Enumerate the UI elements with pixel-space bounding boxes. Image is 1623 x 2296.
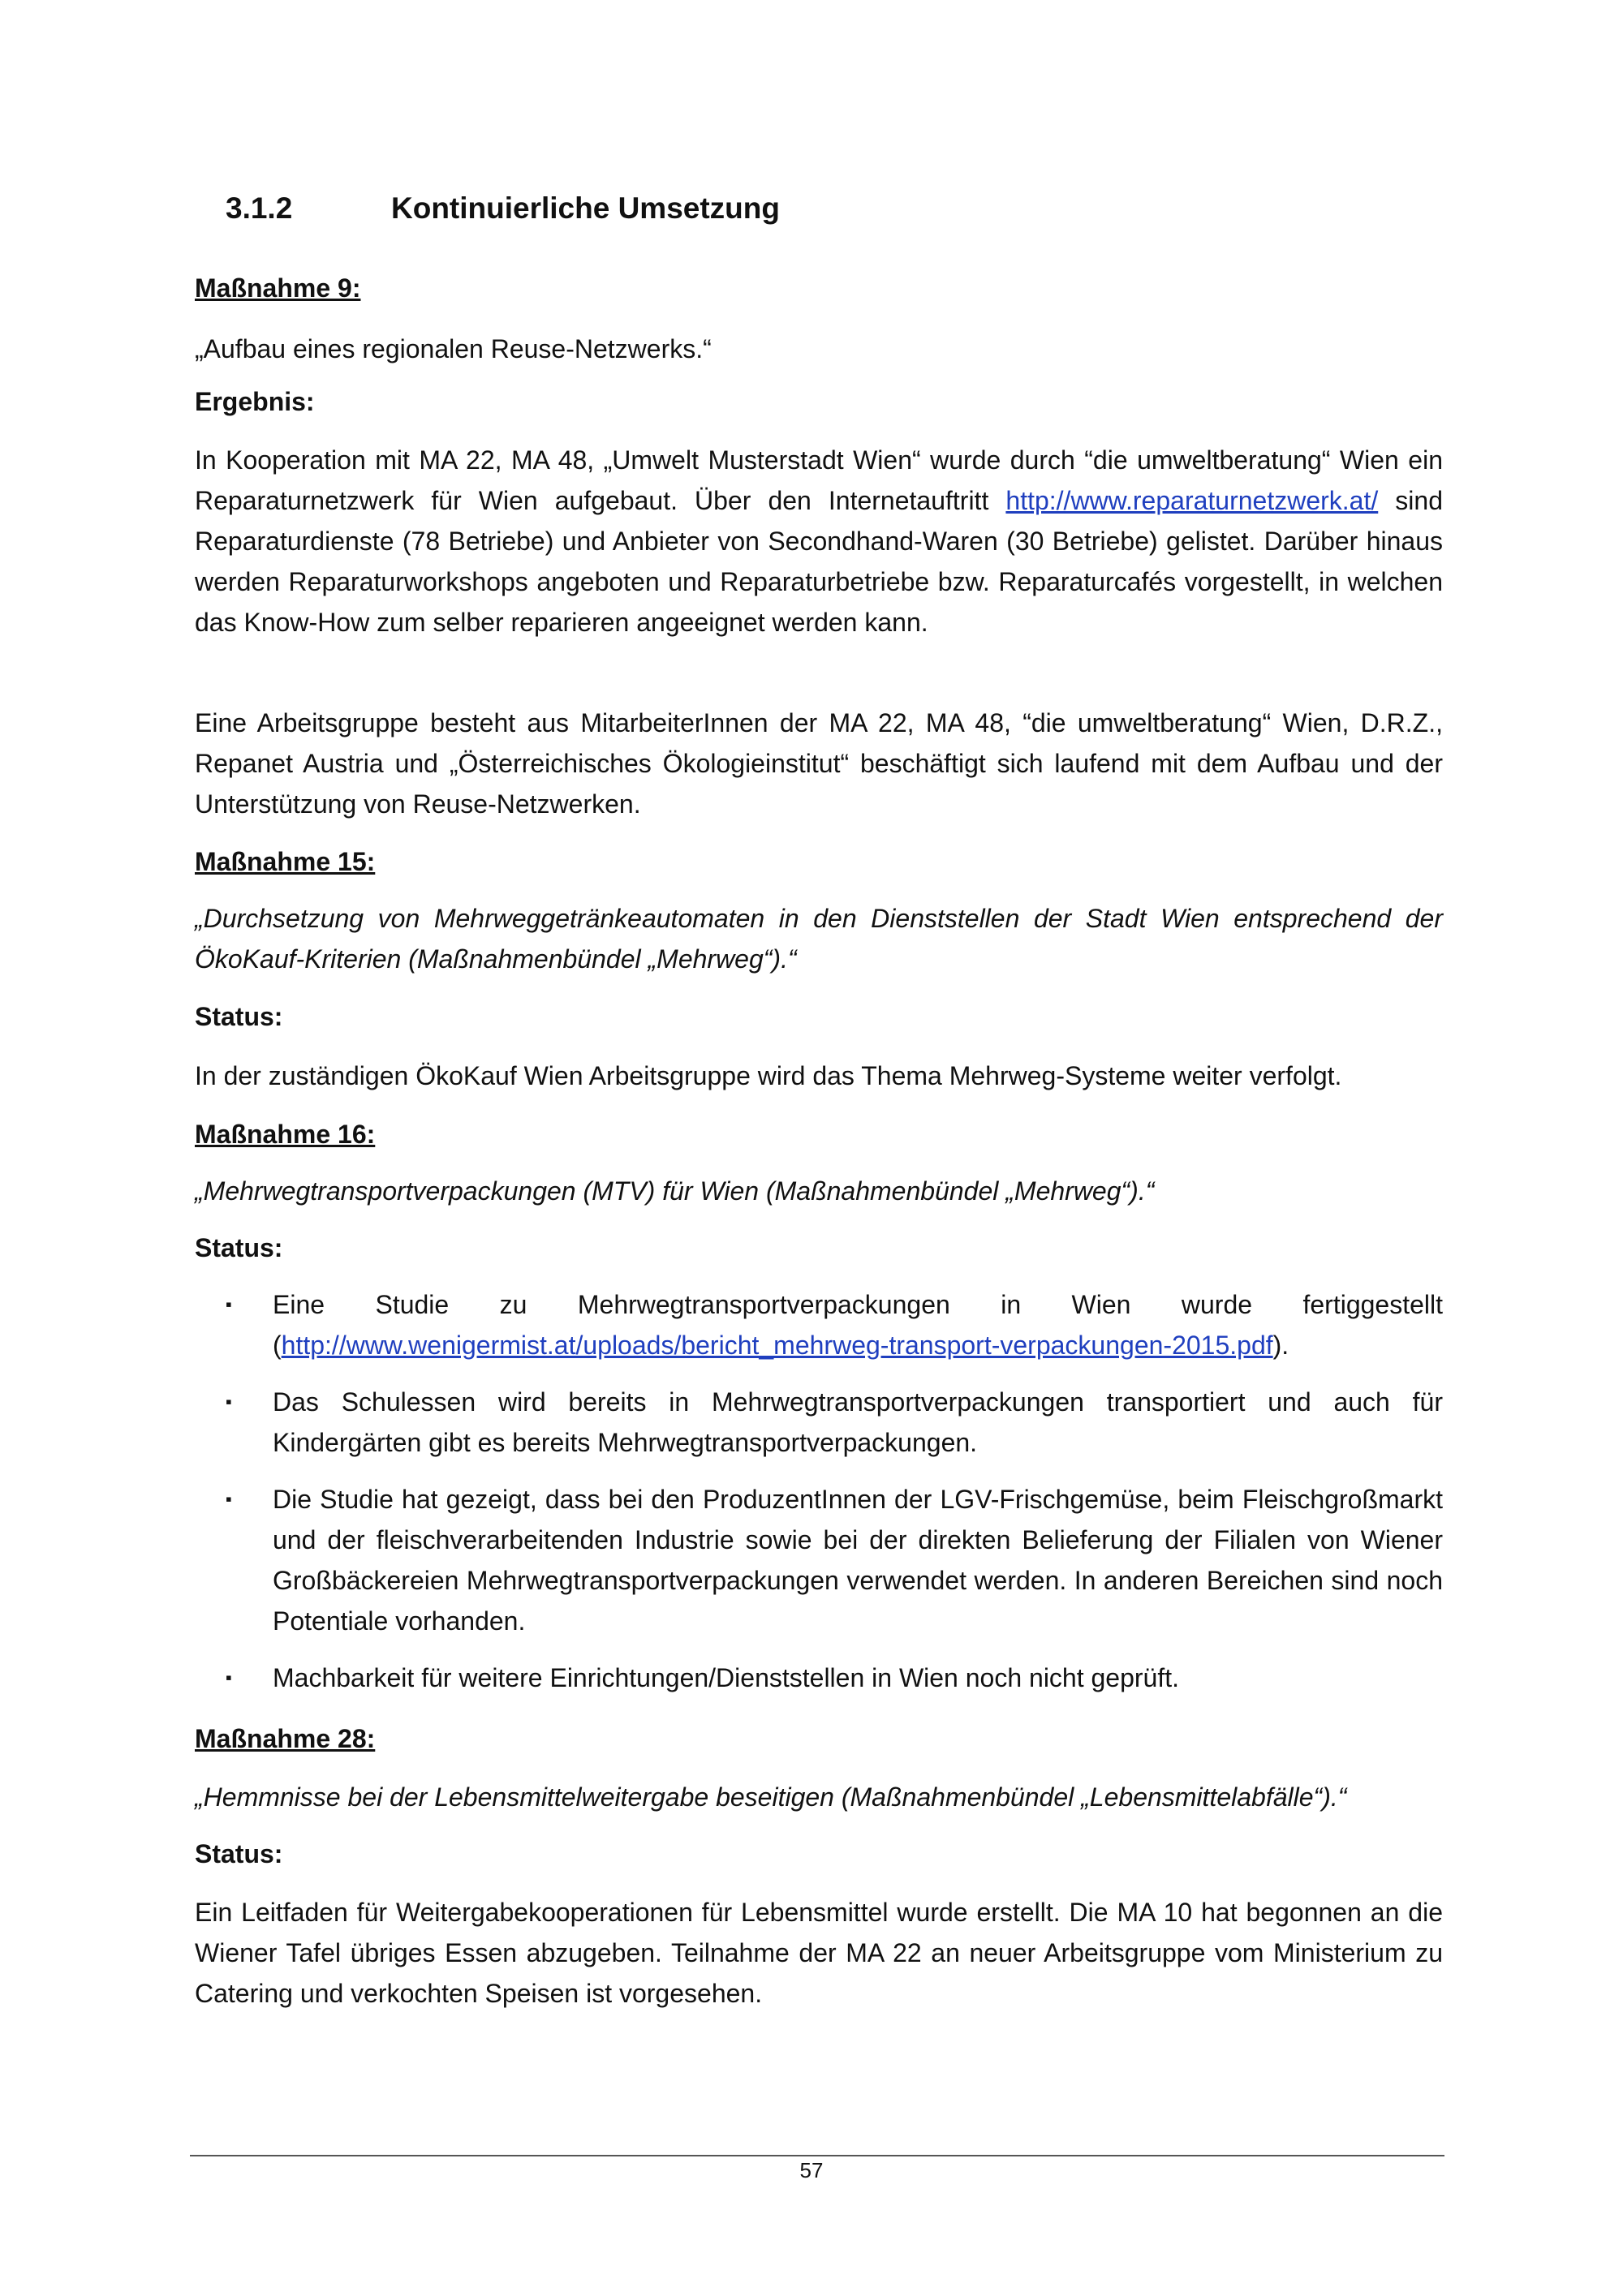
measure-28-status-label: Status: <box>195 1839 283 1868</box>
bullet-marker: ▪ <box>226 1489 232 1509</box>
measure-9-workgroup-paragraph: Eine Arbeitsgruppe besteht aus MitarbeiterInnen der MA 22, MA 48, “die umweltberatung“ Wien, D.R.Z., Repanet Austria und „Österreichisches Ökologieinstitut“ beschäftigt sich laufend mit dem Aufbau und der Unterstützung von Reuse-Netzwerken. <box>195 708 1443 819</box>
measure-9-label: Maßnahme 9: <box>195 273 361 303</box>
measure-28-quote: „Hemmnisse bei der Lebensmittelweitergabe beseitigen (Maßnahmenbündel „Lebensmittelabfälle“).“ <box>195 1782 1347 1812</box>
measure-28-label: Maßnahme 28: <box>195 1724 376 1753</box>
list-item: ▪ Das Schulessen wird bereits in Mehrwegtransportverpackungen transportiert und auch für Kindergärten gibt es bereits Mehrwegtransportverpackungen. <box>195 1382 1443 1463</box>
list-item: ▪ Eine Studie zu Mehrwegtransportverpackungen in Wien wurde fertiggestellt (http://www.wenigermist.at/uploads/bericht_mehrweg-transport-verpackungen-2015.pdf). <box>195 1284 1443 1365</box>
measure-9-result-label: Ergebnis: <box>195 387 315 416</box>
reparaturnetzwerk-link[interactable]: http://www.reparaturnetzwerk.at/ <box>1005 486 1379 515</box>
list-item: ▪ Die Studie hat gezeigt, dass bei den ProduzentInnen der LGV-Frischgemüse, beim Fleischgroßmarkt und der fleischverarbeitenden Industrie sowie bei der direkten Belieferung der Filialen von Wiener Großbäckereien Mehrwegtransportverpackungen verwendet werden. In anderen Bereichen sind noch Potentiale vorhanden. <box>195 1479 1443 1641</box>
measure-16-quote: „Mehrwegtransportverpackungen (MTV) für Wien (Maßnahmenbündel „Mehrweg“).“ <box>195 1176 1155 1206</box>
measure-16-status-label: Status: <box>195 1233 283 1262</box>
measure-16-status-list <box>195 1284 1443 1714</box>
measure-9-quote: „Aufbau eines regionalen Reuse-Netzwerks.“ <box>195 334 712 363</box>
section-heading <box>226 191 780 226</box>
list-item: ▪ Machbarkeit für weitere Einrichtungen/Dienststellen in Wien noch nicht geprüft. <box>195 1658 1443 1698</box>
section-title: Kontinuierliche Umsetzung <box>391 191 780 225</box>
footer-divider <box>190 2155 1444 2156</box>
measure-16-label: Maßnahme 16: <box>195 1120 376 1149</box>
page-number: 57 <box>799 2158 824 2182</box>
section-number: 3.1.2 <box>226 191 293 225</box>
measure-15-quote: „Durchsetzung von Mehrweggetränkeautomaten in den Dienststellen der Stadt Wien entsprechend der ÖkoKauf-Kriterien (Maßnahmenbündel „Mehrweg“).“ <box>195 904 1443 974</box>
measure-9-result-paragraph: In Kooperation mit MA 22, MA 48, „Umwelt Musterstadt Wien“ wurde durch “die umweltberatung“ Wien ein Reparaturnetzwerk für Wien aufgebaut. Über den Internetauftritt http://www.reparaturnetzwerk.at/ sind Reparaturdienste (78 Betriebe) und Anbieter von Secondhand-Waren (30 Betriebe) gelistet. Darüber hinaus werden Reparaturworkshops angeboten und Reparaturbetriebe bzw. Reparaturcafés vorgestellt, in welchen das Know-How zum selber reparieren angeeignet werden kann. <box>195 445 1444 637</box>
measure-15-status-label: Status: <box>195 1002 283 1031</box>
measure-15-status: In der zuständigen ÖkoKauf Wien Arbeitsgruppe wird das Thema Mehrweg-Systeme weiter verfolgt. <box>195 1061 1342 1090</box>
bullet-marker: ▪ <box>226 1391 232 1412</box>
measure-28-status: Ein Leitfaden für Weitergabekooperationen für Lebensmittel wurde erstellt. Die MA 10 hat begonnen an die Wiener Tafel übriges Essen abzugeben. Teilnahme der MA 22 an neuer Arbeitsgruppe vom Ministerium zu Catering und verkochten Speisen ist vorgesehen. <box>195 1898 1443 2008</box>
measure-15-label: Maßnahme 15: <box>195 847 376 876</box>
mehrweg-study-link[interactable]: http://www.wenigermist.at/uploads/bericht_mehrweg-transport-verpackungen-2015.pdf <box>281 1331 1273 1360</box>
bullet-marker: ▪ <box>226 1667 232 1688</box>
bullet-marker: ▪ <box>226 1294 232 1314</box>
